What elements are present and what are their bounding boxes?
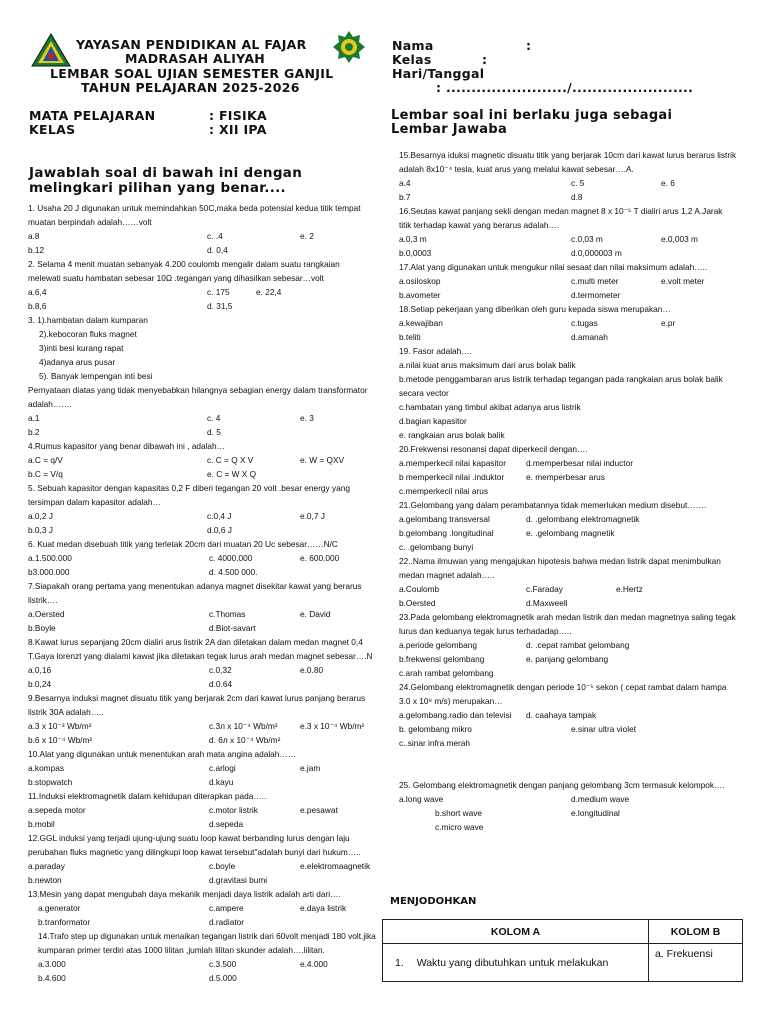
right-option[interactable]: a.memperkecil nilai kapasitor bbox=[399, 458, 506, 468]
right-question-line bbox=[0, 386, 768, 400]
left-option[interactable]: d.gravitasi bumi bbox=[209, 875, 268, 885]
right-options-row bbox=[0, 288, 768, 302]
left-question-text: tersimpan dalam kapasitor adalah… bbox=[28, 497, 161, 507]
class-id-colon: : bbox=[482, 52, 488, 67]
right-options-row bbox=[0, 246, 768, 260]
right-option[interactable]: a.kewajiban bbox=[399, 318, 443, 328]
answer-sheet-note-2: Lembar Jawaba bbox=[391, 122, 508, 137]
right-question-text: 25. Gelombang elektromagnetik dengan panjang gelombang 3cm termasuk kelompok…. bbox=[399, 780, 725, 790]
left-option[interactable]: c.Thomas bbox=[209, 609, 246, 619]
right-question-text: 19. Fasor adalah…. bbox=[399, 346, 472, 356]
right-options-row bbox=[0, 582, 768, 596]
class-label: KELAS bbox=[29, 122, 76, 137]
right-question-text: secara vector bbox=[399, 388, 449, 398]
left-question-text: 12.GGL induksi yang terjadi ujung-ujung suatu loop kawat berbanding lurus dengan laju bbox=[28, 833, 350, 843]
left-option[interactable]: e.3 x 10⁻⁴ Wb/m² bbox=[300, 721, 365, 731]
right-question-line bbox=[0, 260, 768, 274]
right-question-line bbox=[0, 302, 768, 316]
left-options-row bbox=[0, 957, 384, 971]
left-question-text: 4.Rumus kapasitor yang benar dibawah ini , adalah… bbox=[28, 441, 225, 451]
right-option[interactable]: a.gelombang transversal bbox=[399, 514, 490, 524]
right-question-line bbox=[0, 540, 768, 554]
left-option[interactable]: b.0,3 J bbox=[28, 525, 53, 535]
right-question-text: 21.Gelombang yang dalam perambatannya tidak memerlukan medium disebut……. bbox=[399, 500, 707, 510]
left-question-text: 1. Usaha 20 J digunakan untuk memindahkan 50C,maka beda potensial kedua titik tempat bbox=[28, 203, 361, 213]
right-option[interactable]: b.teliti bbox=[399, 332, 421, 342]
right-options-row bbox=[0, 456, 768, 470]
left-option[interactable]: c. 4000.000 bbox=[209, 553, 253, 563]
header-exam-title: LEMBAR SOAL UJIAN SEMESTER GANJIL bbox=[50, 66, 334, 81]
name-colon: : bbox=[526, 38, 532, 53]
matching-row-1-a bbox=[383, 944, 649, 982]
left-option[interactable]: b.6 x 10⁻⁴ Wb/m² bbox=[28, 735, 93, 745]
right-options-row bbox=[0, 708, 768, 722]
right-option[interactable]: d.amanah bbox=[571, 332, 608, 342]
instruction-line-2: melingkari pilihan yang benar.... bbox=[29, 180, 286, 196]
left-question-text: 10.Alat yang digunakan untuk menentukan arah mata angina adalah…… bbox=[28, 749, 296, 759]
date-label: Hari/Tanggal bbox=[392, 66, 485, 81]
left-option[interactable]: c. 175 bbox=[207, 287, 230, 297]
left-option[interactable]: e.pesawat bbox=[300, 805, 338, 815]
right-question-text: titik terhadap kawat yang berarus adalah…. bbox=[399, 220, 560, 230]
left-option[interactable]: b.4.600 bbox=[38, 973, 66, 983]
right-question-line bbox=[0, 204, 768, 218]
left-option[interactable]: e. 22,4 bbox=[256, 287, 282, 297]
yayasan-logo-icon bbox=[30, 32, 72, 68]
left-option[interactable]: d. 31,5 bbox=[207, 301, 233, 311]
answer-sheet-note-1: Lembar soal ini berlaku juga sebagai bbox=[391, 108, 673, 123]
left-option[interactable]: a.6,4 bbox=[28, 287, 47, 297]
left-option[interactable]: c.motor listrik bbox=[209, 805, 258, 815]
class-id-label: Kelas bbox=[392, 52, 432, 67]
right-question-text: adalah 8x10⁻⁴ tesla, kuat arus yang melalui kawat sebesar….A. bbox=[399, 164, 634, 174]
left-option[interactable]: e. David bbox=[300, 609, 331, 619]
right-question-text: 23.Pada gelombang elektromagnetik arah medan listrik dan medan magnetnya saling tegak bbox=[399, 612, 736, 622]
left-option[interactable]: c.0,4 J bbox=[207, 511, 232, 521]
left-question-text: 13.Mesin yang dapat mengubah daya mekanik menjadi daya listrik adalah arti dari…. bbox=[28, 889, 341, 899]
left-option[interactable]: a.Oersted bbox=[28, 609, 65, 619]
right-options-row bbox=[0, 470, 768, 484]
column-a-header: KOLOM A bbox=[383, 920, 649, 944]
left-option[interactable]: b.Boyle bbox=[28, 623, 56, 633]
left-question-text: 4)adanya arus pusar bbox=[39, 357, 116, 367]
right-question-line bbox=[0, 680, 768, 694]
left-options-row bbox=[0, 873, 384, 887]
right-option[interactable]: e. memperbesar arus bbox=[526, 472, 605, 482]
right-question-text: 20.Frekwensi resonansi dapat diperkecil dengan…. bbox=[399, 444, 588, 454]
right-options-row bbox=[0, 316, 768, 330]
right-options-row bbox=[0, 526, 768, 540]
left-option[interactable]: b.12 bbox=[28, 245, 45, 255]
right-option[interactable]: a.4 bbox=[399, 178, 411, 188]
right-option[interactable]: d.Maxweell bbox=[526, 598, 568, 608]
header-academic-year: TAHUN PELAJARAN 2025-2026 bbox=[81, 80, 300, 95]
left-option[interactable]: c.boyle bbox=[209, 861, 236, 871]
right-question-text: a.nilai kuat arus maksimum dari arus bolak balik bbox=[399, 360, 576, 370]
left-option[interactable]: d.0.64 bbox=[209, 679, 233, 689]
right-question-text: b.metode penggambaran arus listrik terhadap tegangan pada rangkaian arus bolak balik bbox=[399, 374, 723, 384]
left-option[interactable]: b.stopwatch bbox=[28, 777, 73, 787]
right-question-line bbox=[0, 750, 768, 764]
left-question-text: kumparan primer terdiri atas 1000 lilitan ,jumlah lilitan skunder adalah….lilitan. bbox=[38, 945, 325, 955]
class-value: : XII IPA bbox=[209, 122, 267, 137]
right-question-line bbox=[0, 554, 768, 568]
right-option[interactable]: e. panjang gelombang bbox=[526, 654, 609, 664]
right-question-line bbox=[0, 358, 768, 372]
left-question-text: 9.Besarnya induksi magnet disuatu titik yang berjarak 2cm dari kawat lurus panjang berarus bbox=[28, 693, 366, 703]
right-option[interactable]: e.volt meter bbox=[661, 276, 705, 286]
right-question-text: 17.Alat yang digunakan untuk mengukur nilai sesaat dan nilai maksimum adalah….. bbox=[399, 262, 708, 272]
left-question-text: 14.Trafo step up digunakan untuk menaikan tegangan listrik dari 60volt menjadi 180 volt.jika bbox=[38, 931, 376, 941]
right-option[interactable]: b.avometer bbox=[399, 290, 441, 300]
right-option[interactable]: d.memperbesar nilai inductor bbox=[526, 458, 633, 468]
right-options-row bbox=[0, 274, 768, 288]
right-question-line bbox=[0, 414, 768, 428]
right-question-text: c..sinar infra merah bbox=[399, 738, 471, 748]
matching-title: MENJODOHKAN bbox=[390, 896, 477, 907]
right-option[interactable]: c.tugas bbox=[571, 318, 598, 328]
right-option[interactable]: b memperkecil nilai .induktor bbox=[399, 472, 505, 482]
instruction-line-1: Jawablah soal di bawah ini dengan bbox=[29, 165, 303, 181]
right-question-line bbox=[0, 372, 768, 386]
right-option[interactable]: a.gelombang.radio dan televisi bbox=[399, 710, 512, 720]
left-question-text: 6. Kuat medan disebuah titik yang terletak 20cm dari muatan 20 Uc sebesar……N/C bbox=[28, 539, 338, 549]
right-options-row bbox=[0, 232, 768, 246]
right-question-text: 16.Seutas kawat panjang sekli dengan medan magnet 8 x 10⁻⁵ T dialiri arus 1,2 A.Jarak bbox=[399, 206, 723, 216]
left-option[interactable]: e. 3 bbox=[300, 413, 314, 423]
left-question-text: 5. Sebuah kapasitor dengan kapasitas 0,2 F diberi tegangan 20 volt .besar energy yang bbox=[28, 483, 350, 493]
right-options-row bbox=[0, 512, 768, 526]
right-question-text: e. rangkaian arus bolak balik bbox=[399, 430, 505, 440]
left-option[interactable]: c. 4 bbox=[207, 413, 221, 423]
left-option[interactable]: d.radiator bbox=[209, 917, 245, 927]
matching-row-1-text: Waktu yang dibutuhkan untuk melakukan bbox=[416, 956, 609, 969]
left-option[interactable]: a.1 bbox=[28, 413, 40, 423]
left-option[interactable]: e.jam bbox=[300, 763, 321, 773]
left-option[interactable]: a.generator bbox=[38, 903, 81, 913]
left-question-text: muatan berpindah adalah……volt bbox=[28, 217, 152, 227]
header-foundation-name: YAYASAN PENDIDIKAN AL FAJAR bbox=[76, 37, 307, 52]
right-question-line bbox=[0, 624, 768, 638]
right-option[interactable]: e.sinar ultra violet bbox=[571, 724, 637, 734]
left-option[interactable]: d.sepeda bbox=[209, 819, 244, 829]
left-option[interactable]: d.Biot-savart bbox=[209, 623, 256, 633]
right-question-text: 15.Besarnya iduksi magnetic disuatu titik yang berjarak 10cm dari kawat lurus berarus listrik bbox=[399, 150, 737, 160]
left-option[interactable]: e. C = W X Q bbox=[207, 469, 257, 479]
right-option[interactable]: e.Hertz bbox=[616, 584, 643, 594]
right-question-text: c.hambatan yang timbul akibat adanya arus listrik bbox=[399, 402, 581, 412]
matching-table bbox=[382, 919, 743, 982]
right-option[interactable]: c.Faraday bbox=[526, 584, 563, 594]
kemenag-logo-icon bbox=[332, 30, 366, 64]
right-option[interactable]: a.Coulomb bbox=[399, 584, 440, 594]
matching-row-1-b: a. Frekuensi bbox=[649, 944, 743, 982]
right-question-line bbox=[0, 778, 768, 792]
right-options-row bbox=[0, 176, 768, 190]
left-option[interactable]: a.paraday bbox=[28, 861, 65, 871]
left-option[interactable]: e.0.80 bbox=[300, 665, 324, 675]
header-school-name: MADRASAH ALIYAH bbox=[125, 51, 266, 66]
left-question-text: perubahan fluks magnetic yang dilingkupi loop kawat tersebut"adalah bunyi dari hukum….. bbox=[28, 847, 361, 857]
left-option[interactable]: b.0,24 bbox=[28, 679, 52, 689]
right-question-line bbox=[0, 442, 768, 456]
left-option[interactable]: a.0,16 bbox=[28, 665, 52, 675]
left-options-row bbox=[0, 915, 384, 929]
left-option[interactable]: d.kayu bbox=[209, 777, 234, 787]
right-question-line bbox=[0, 498, 768, 512]
left-option[interactable]: e. W = QXV bbox=[300, 455, 345, 465]
left-option[interactable]: a.kompas bbox=[28, 763, 64, 773]
left-option[interactable]: a.0,2 J bbox=[28, 511, 53, 521]
left-option[interactable]: d. 5 bbox=[207, 427, 221, 437]
left-option[interactable]: b.mobil bbox=[28, 819, 55, 829]
right-option[interactable]: c.micro wave bbox=[435, 822, 484, 832]
right-question-line bbox=[0, 736, 768, 750]
left-question-text: 3)inti besi kurang rapat bbox=[39, 343, 124, 353]
left-question-text: T.Gaya lorenzt yang dialami kawat jika diletakan tegak lurus arah medan magnet sebesar….N bbox=[28, 651, 373, 661]
left-option[interactable]: b.newton bbox=[28, 875, 62, 885]
right-question-text: 24.Gelombang elektromagnetik dengan periode 10⁻⁵ sekon ( cepat rambat dalam hampa bbox=[399, 682, 727, 692]
right-option[interactable]: a.osiloskop bbox=[399, 276, 441, 286]
right-option[interactable]: e.pr bbox=[661, 318, 676, 328]
right-options-row bbox=[0, 806, 768, 820]
date-fill-line[interactable]: : ......................../........................ bbox=[436, 80, 694, 95]
right-option[interactable]: e. 6 bbox=[661, 178, 675, 188]
right-option[interactable]: b.short wave bbox=[435, 808, 483, 818]
left-question-text: 11.Induksi elektromagnetik dalam kehidupan diterapkan pada….. bbox=[28, 791, 267, 801]
left-question-text: 3. 1).hambatan dalam kumparan bbox=[28, 315, 148, 325]
right-option[interactable]: b. gelombang mikro bbox=[399, 724, 472, 734]
left-option[interactable]: a.sepeda motor bbox=[28, 805, 86, 815]
left-option[interactable]: d.5.000 bbox=[209, 973, 237, 983]
left-question-text: adalah……. bbox=[28, 399, 72, 409]
left-option[interactable]: c.3.500 bbox=[209, 959, 237, 969]
right-question-text: c. .gelombang bunyi bbox=[399, 542, 474, 552]
right-question-line bbox=[0, 610, 768, 624]
left-question-line bbox=[0, 887, 384, 901]
right-question-line bbox=[0, 666, 768, 680]
name-label: Nama bbox=[392, 38, 434, 53]
questions-right-column bbox=[0, 148, 768, 834]
matching-row-1-number: 1. bbox=[395, 956, 404, 969]
left-option[interactable]: d. 4.500 000. bbox=[209, 567, 258, 577]
right-question-line bbox=[0, 162, 768, 176]
right-options-row bbox=[0, 652, 768, 666]
left-option[interactable]: c.3л x 10⁻⁴ Wb/m² bbox=[209, 721, 278, 731]
right-question-text: c.arah rambat gelombang bbox=[399, 668, 494, 678]
left-question-line bbox=[0, 929, 384, 943]
left-option[interactable]: b.2 bbox=[28, 427, 40, 437]
left-option[interactable]: d. 0,4 bbox=[207, 245, 228, 255]
right-option[interactable]: d.termometer bbox=[571, 290, 621, 300]
right-options-row bbox=[0, 792, 768, 806]
right-option[interactable]: b.gelombang .longitudinal bbox=[399, 528, 494, 538]
left-option[interactable]: d.0,6 J bbox=[207, 525, 232, 535]
right-options-row bbox=[0, 596, 768, 610]
right-options-row bbox=[0, 722, 768, 736]
right-question-text: 18.Setiap pekerjaan yang diberikan oleh guru kepada siswa merupakan… bbox=[399, 304, 671, 314]
right-question-line bbox=[0, 568, 768, 582]
left-option[interactable]: b.C = V/q bbox=[28, 469, 63, 479]
subject-value: : FISIKA bbox=[209, 108, 267, 123]
right-options-row bbox=[0, 190, 768, 204]
right-question-line bbox=[0, 694, 768, 708]
right-options-row bbox=[0, 330, 768, 344]
right-question-text: d.bagian kapasitor bbox=[399, 416, 467, 426]
left-question-text: Pernyataan diatas yang tidak menyebabkan hilangnya sebagian energy dalam transformator bbox=[28, 385, 368, 395]
left-question-text: 7.Siapakah orang pertama yang menentukan adanya magnet disekitar kawat yang berarus bbox=[28, 581, 362, 591]
left-option[interactable]: a.1.500.000 bbox=[28, 553, 72, 563]
right-option[interactable]: d. caahaya tampak bbox=[526, 710, 597, 720]
column-b-header: KOLOM B bbox=[649, 920, 743, 944]
left-option[interactable]: e.daya listrik bbox=[300, 903, 347, 913]
right-option[interactable]: b.7 bbox=[399, 192, 411, 202]
subject-label: MATA PELAJARAN bbox=[29, 108, 156, 123]
left-question-text: 2).kebocoran fluks magnet bbox=[39, 329, 137, 339]
left-option[interactable]: e. 2 bbox=[300, 231, 314, 241]
left-option[interactable]: b3.000.000 bbox=[28, 567, 70, 577]
left-question-text: 5). Banyak lempengan inti besi bbox=[39, 371, 153, 381]
left-option[interactable]: c.0,32 bbox=[209, 665, 232, 675]
left-option[interactable]: a.C = q/V bbox=[28, 455, 63, 465]
left-option[interactable]: c.ampere bbox=[209, 903, 244, 913]
left-question-text: listrik 30A adalah….. bbox=[28, 707, 104, 717]
left-option[interactable]: a.3 x 10⁻³ Wb/m² bbox=[28, 721, 92, 731]
left-option[interactable]: c. .4 bbox=[207, 231, 223, 241]
right-question-line bbox=[0, 764, 768, 778]
right-question-text: c.memperkecil nilai arus bbox=[399, 486, 488, 496]
right-option[interactable]: d.8 bbox=[571, 192, 583, 202]
right-option[interactable]: d.0,000003 m bbox=[571, 248, 622, 258]
left-option[interactable]: c.arlogi bbox=[209, 763, 236, 773]
right-option[interactable]: a.periode gelombang bbox=[399, 640, 477, 650]
right-option[interactable]: d.medium wave bbox=[571, 794, 630, 804]
right-question-text: medan magnet adalah….. bbox=[399, 570, 495, 580]
right-option[interactable]: d. .cepat rambat gelombang bbox=[526, 640, 630, 650]
right-option[interactable]: b.0,0003 bbox=[399, 248, 432, 258]
left-question-text: 2. Selama 4 menit muatan sebanyak 4.200 coulomb mengalir dalam suatu rangkaian bbox=[28, 259, 340, 269]
left-question-line bbox=[0, 943, 384, 957]
right-option[interactable]: e.longitudinal bbox=[571, 808, 620, 818]
right-question-text: 22..Nama ilmuwan yang mengajukan hipotesis bahwa medan listrik dapat menimbulkan bbox=[399, 556, 721, 566]
right-question-line bbox=[0, 484, 768, 498]
right-option[interactable]: b.Oersted bbox=[399, 598, 436, 608]
right-option[interactable]: b.frekwensi gelombang bbox=[399, 654, 485, 664]
left-question-text: melewati suatu hambatan sebesar 10Ω .tegangan yang dihasilkan sebesar…volt bbox=[28, 273, 324, 283]
right-question-text: lurus dan keduanya tegak lurus terhadadap….. bbox=[399, 626, 572, 636]
right-question-line bbox=[0, 218, 768, 232]
right-options-row bbox=[0, 820, 768, 834]
left-options-row bbox=[0, 971, 384, 985]
left-option[interactable]: a.8 bbox=[28, 231, 40, 241]
left-options-row bbox=[0, 901, 384, 915]
left-question-line bbox=[0, 845, 384, 859]
left-option[interactable]: e.elektromaagnetik bbox=[300, 861, 371, 871]
right-option[interactable]: a.0,3 m bbox=[399, 234, 427, 244]
right-question-line bbox=[0, 428, 768, 442]
left-options-row bbox=[0, 859, 384, 873]
right-options-row bbox=[0, 638, 768, 652]
left-option[interactable]: d. 6л x 10⁻⁴ Wb/m² bbox=[209, 735, 281, 745]
left-question-text: listrik…. bbox=[28, 595, 58, 605]
left-option[interactable]: c. C = Q X V bbox=[207, 455, 254, 465]
right-option[interactable]: c.0,03 m bbox=[571, 234, 603, 244]
left-option[interactable]: a.3.000 bbox=[38, 959, 66, 969]
right-option[interactable]: c. 5 bbox=[571, 178, 585, 188]
right-question-line bbox=[0, 344, 768, 358]
left-option[interactable]: e.4.000 bbox=[300, 959, 328, 969]
right-option[interactable]: e.0,003 m bbox=[661, 234, 698, 244]
right-option[interactable]: a.long wave bbox=[399, 794, 444, 804]
right-question-line bbox=[0, 400, 768, 414]
left-option[interactable]: b.tranformator bbox=[38, 917, 91, 927]
right-question-line bbox=[0, 148, 768, 162]
left-option[interactable]: e. 600.000 bbox=[300, 553, 340, 563]
right-question-text: 3.0 x 10⁸ m/s) merupakan… bbox=[399, 696, 503, 706]
right-option[interactable]: e. .gelombang magnetik bbox=[526, 528, 615, 538]
left-option[interactable]: e.0,7 J bbox=[300, 511, 325, 521]
left-question-text: 8.Kawat lurus sepanjang 20cm dialiri arus listrik 2A dan diletakan dalam medan magnet 0,4 bbox=[28, 637, 363, 647]
right-option[interactable]: d. .gelombang elektromagnetik bbox=[526, 514, 640, 524]
right-option[interactable]: c.multi meter bbox=[571, 276, 619, 286]
left-option[interactable]: b.8,6 bbox=[28, 301, 47, 311]
